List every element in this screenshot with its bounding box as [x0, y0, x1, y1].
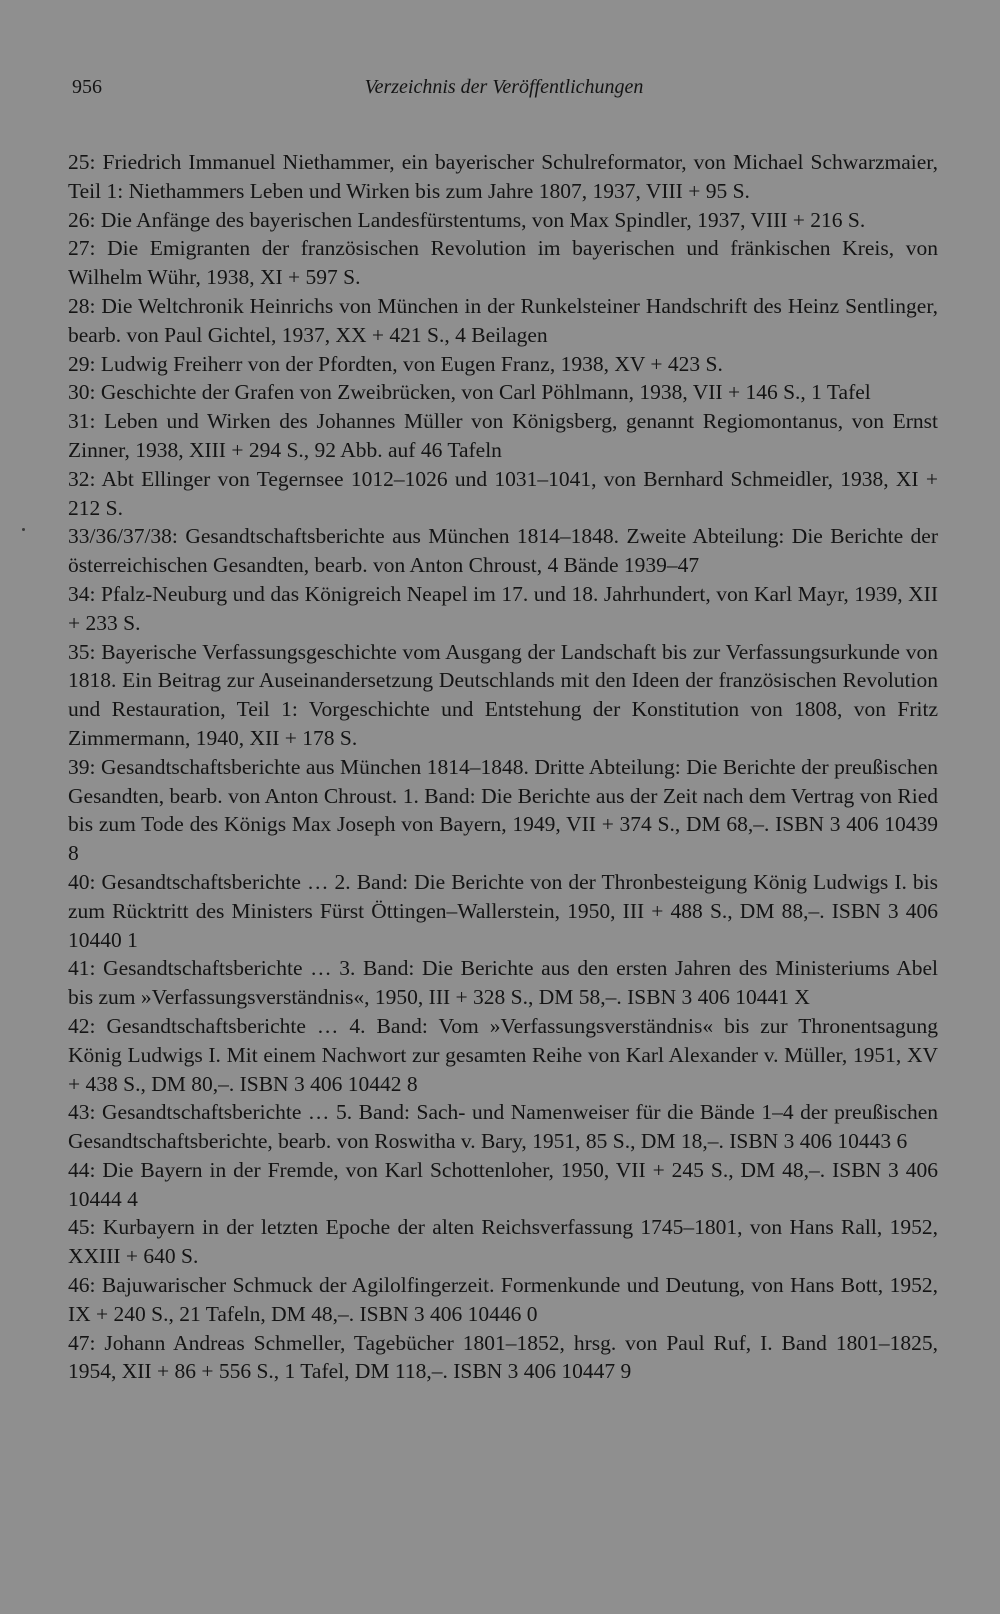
margin-speck	[22, 528, 25, 531]
list-item: 39: Gesandtschaftsberichte aus München 1814–1848. Dritte Abteilung: Die Berichte der preußischen Gesandten, bearb. von Anton Chroust. 1. Band: Die Berichte aus der Zeit nach dem Vertrag von Ried bis zum Tode des Königs Max Joseph von Bayern, 1949, VII + 374 S., DM 68,–. ISBN 3 406 10439 8	[68, 754, 938, 866]
page-number: 956	[72, 76, 102, 98]
list-item: 43: Gesandtschaftsberichte … 5. Band: Sach- und Namenweiser für die Bände 1–4 der preußischen Gesandtschaftsberichte, bearb. von Roswitha v. Bary, 1951, 85 S., DM 18,–. ISBN 3 406 10443 6	[68, 1100, 938, 1154]
list-item: 29: Ludwig Freiherr von der Pfordten, von Eugen Franz, 1938, XV + 423 S.	[68, 351, 723, 376]
list-item: 30: Geschichte der Grafen von Zweibrücken, von Carl Pöhlmann, 1938, VII + 146 S., 1 Tafel	[68, 380, 871, 405]
list-item: 32: Abt Ellinger von Tegernsee 1012–1026 und 1031–1041, von Bernhard Schmeidler, 1938, XI + 212 S.	[68, 466, 938, 520]
list-item: 40: Gesandtschaftsberichte … 2. Band: Die Berichte von der Thronbesteigung König Ludwigs I. bis zum Rücktritt des Ministers Fürst Öttingen–Wallerstein, 1950, III + 488 S., DM 88,–. ISBN 3 406 10440 1	[68, 869, 938, 952]
list-item: 34: Pfalz-Neuburg und das Königreich Neapel im 17. und 18. Jahrhundert, von Karl Mayr, 1939, XII + 233 S.	[68, 581, 938, 635]
list-item: 35: Bayerische Verfassungsgeschichte vom Ausgang der Landschaft bis zur Verfassungsurkunde von 1818. Ein Beitrag zur Auseinandersetzung Deutschlands mit den Ideen der französischen Revolution und Restauration, Teil 1: Vorgeschichte und Entstehung der Konstitution von 1808, von Fritz Zimmermann, 1940, XII + 178 S.	[68, 639, 938, 750]
list-item: 46: Bajuwarischer Schmuck der Agilolfingerzeit. Formenkunde und Deutung, von Hans Bott, 1952, IX + 240 S., 21 Tafeln, DM 48,–. ISBN 3 406 10446 0	[68, 1273, 938, 1326]
list-item: 27: Die Emigranten der französischen Revolution im bayerischen und fränkischen Kreis, von Wilhelm Wühr, 1938, XI + 597 S.	[68, 236, 938, 290]
running-title: Verzeichnis der Veröffentlichungen	[364, 76, 644, 98]
list-item: 44: Die Bayern in der Fremde, von Karl Schottenloher, 1950, VII + 245 S., DM 48,–. ISBN 3 406 10444 4	[68, 1157, 938, 1211]
list-item: 47: Johann Andreas Schmeller, Tagebücher 1801–1852, hrsg. von Paul Ruf, I. Band 1801–1825, 1954, XII + 86 + 556 S., 1 Tafel, DM 118,–. ISBN 3 406 10447 9	[68, 1330, 938, 1384]
list-item: 25: Friedrich Immanuel Niethammer, ein bayerischer Schulreformator, von Michael Schwarzmaier, Teil 1: Niethammers Leben und Wirken bis zum Jahre 1807, 1937, VIII + 95 S.	[68, 150, 938, 203]
list-item: 28: Die Weltchronik Heinrichs von München in der Runkelsteiner Handschrift des Heinz Sentlinger, bearb. von Paul Gichtel, 1937, XX + 421 S., 4 Beilagen	[68, 293, 938, 347]
list-item: 42: Gesandtschaftsberichte … 4. Band: Vom »Verfassungsverständnis« bis zur Thronentsagung König Ludwigs I. Mit einem Nachwort zur gesamten Reihe von Karl Alexander v. Müller, 1951, XV + 438 S., DM 80,–. ISBN 3 406 10442 8	[68, 1013, 938, 1096]
list-item: 33/36/37/38: Gesandtschaftsberichte aus München 1814–1848. Zweite Abteilung: Die Berichte der österreichischen Gesandten, bearb. von Anton Chroust, 4 Bände 1939–47	[68, 524, 938, 578]
running-head	[72, 76, 936, 106]
publication-list	[68, 148, 938, 1386]
list-item: 31: Leben und Wirken des Johannes Müller von Königsberg, genannt Regiomontanus, von Ernst Zinner, 1938, XIII + 294 S., 92 Abb. auf 46 Tafeln	[68, 409, 938, 462]
list-item: 26: Die Anfänge des bayerischen Landesfürstentums, von Max Spindler, 1937, VIII + 216 S.	[68, 207, 866, 232]
list-item: 45: Kurbayern in der letzten Epoche der alten Reichsverfassung 1745–1801, von Hans Rall, 1952, XXIII + 640 S.	[68, 1215, 938, 1269]
list-item: 41: Gesandtschaftsberichte … 3. Band: Die Berichte aus den ersten Jahren des Ministeriums Abel bis zum »Verfassungsverständnis«, 1950, III + 328 S., DM 58,–. ISBN 3 406 10441 X	[68, 956, 938, 1010]
